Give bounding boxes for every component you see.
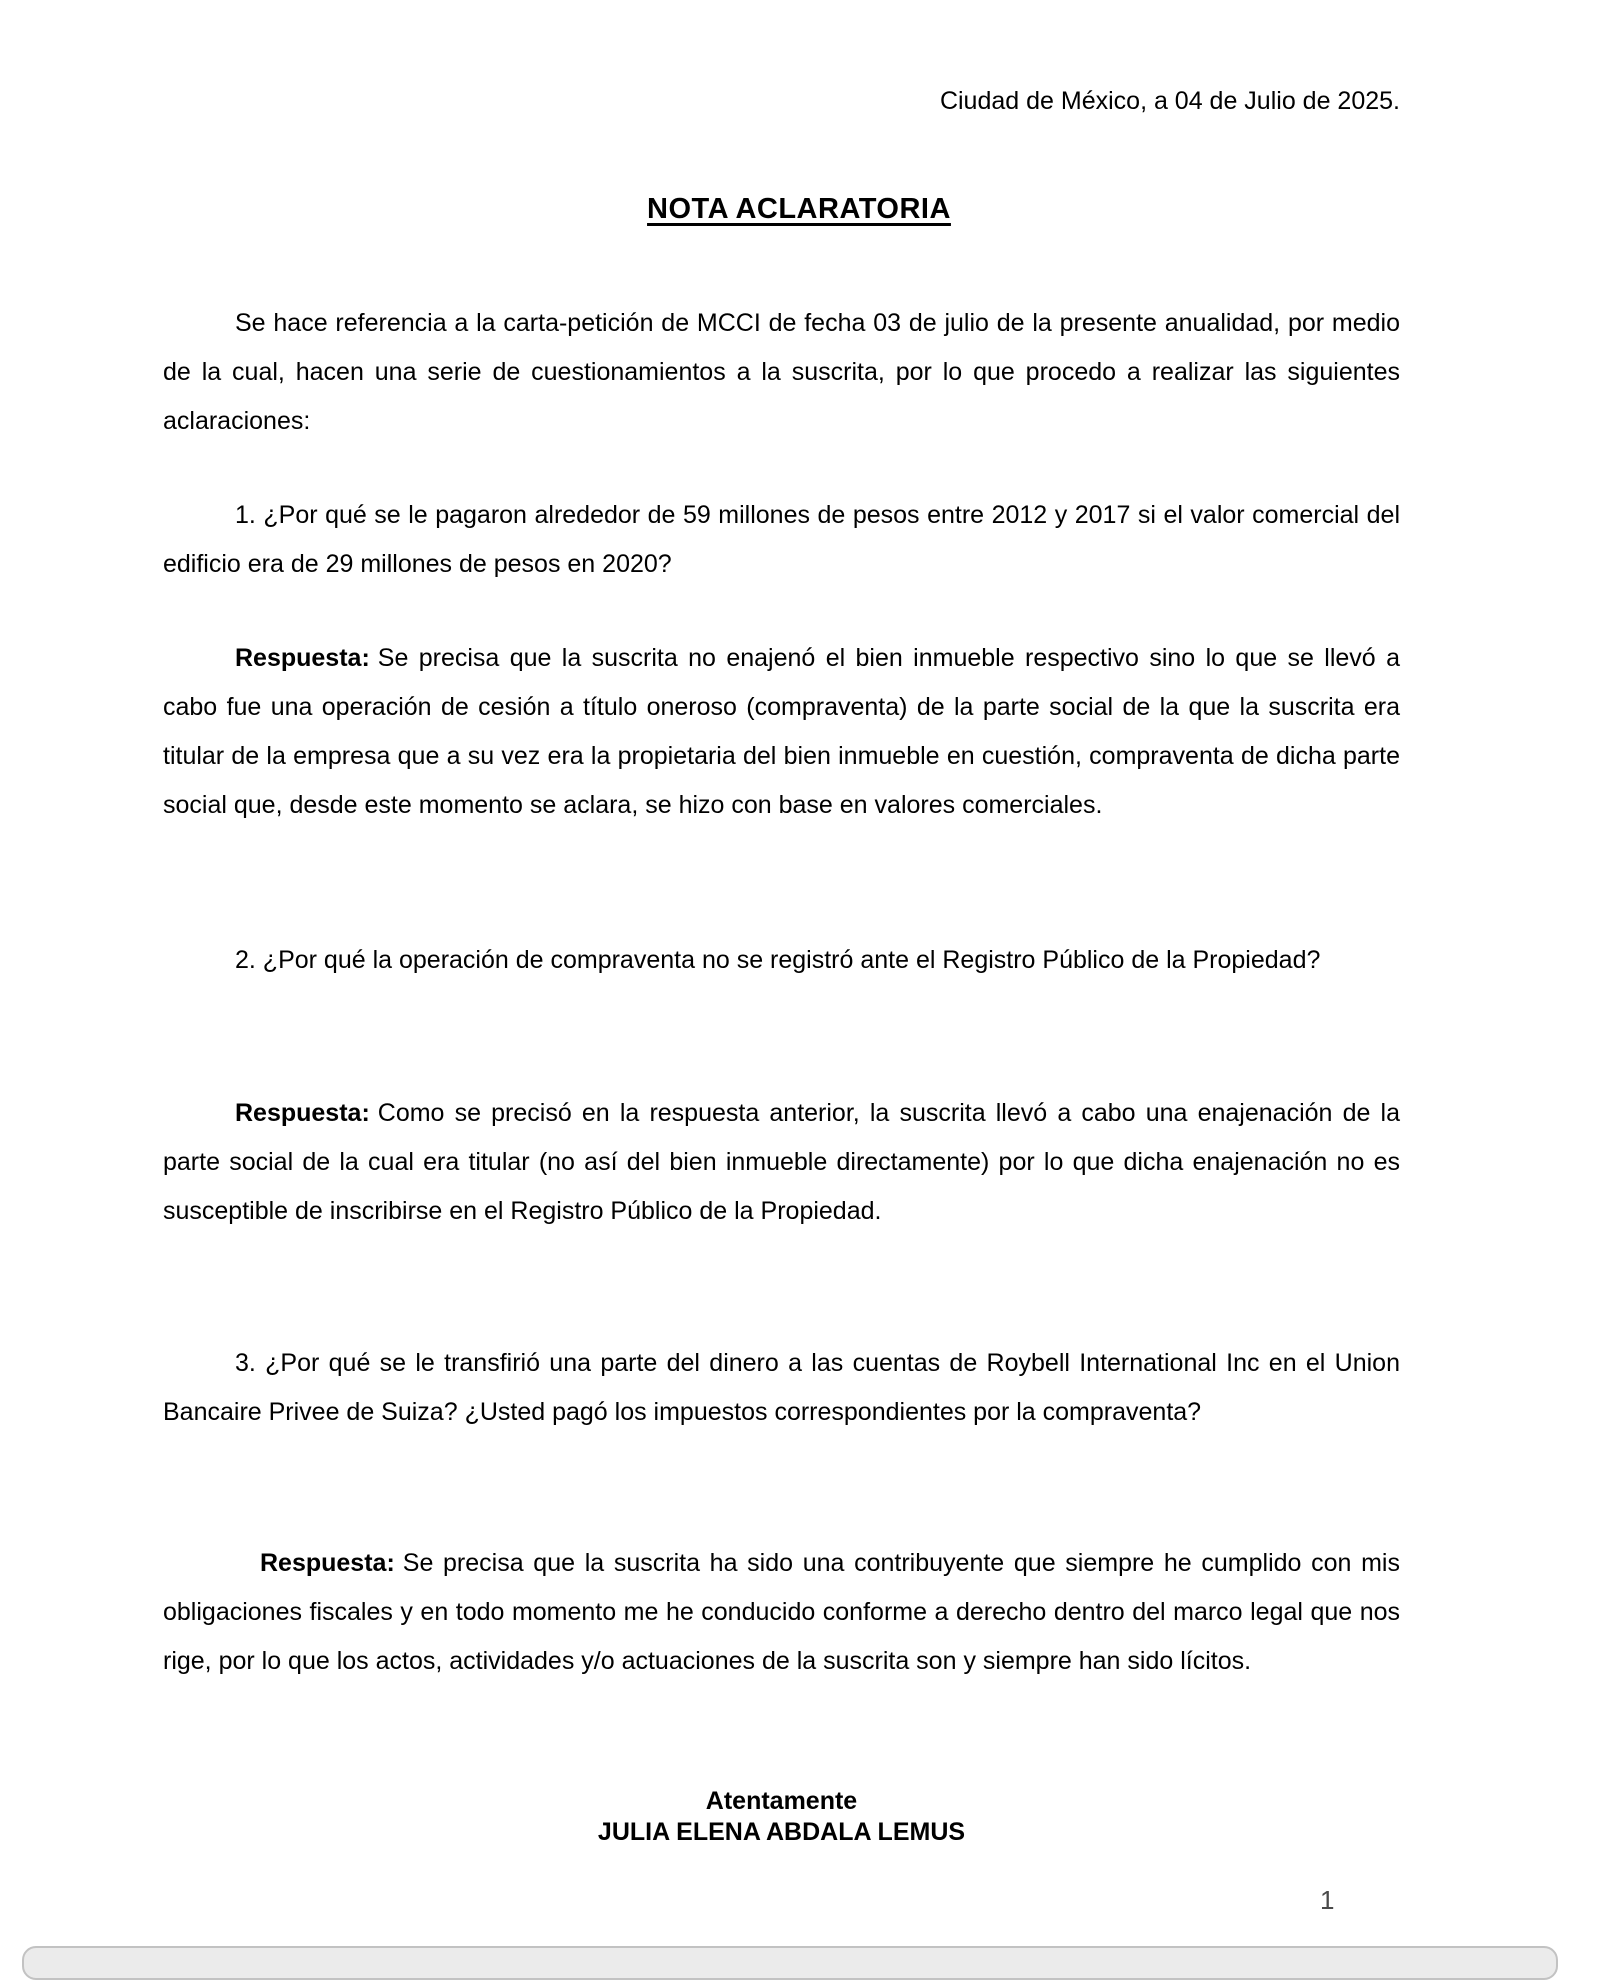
intro-paragraph bbox=[163, 299, 1400, 446]
page-number: 1 bbox=[1320, 1885, 1335, 1915]
intro-text: Se hace referencia a la carta-petición de MCCI de fecha 03 de julio de la presente anualidad, por medio de la cual, hacen una serie de cuestionamientos a la suscrita, por lo que procedo a realizar las siguientes aclaraciones: bbox=[163, 309, 1400, 435]
answer-3-label: Respuesta: bbox=[260, 1549, 395, 1577]
answer-2 bbox=[163, 1089, 1400, 1236]
question-1-text: 1. ¿Por qué se le pagaron alrededor de 59 millones de pesos entre 2012 y 2017 si el valor comercial del edificio era de 29 millones de pesos en 2020? bbox=[163, 501, 1400, 578]
question-1 bbox=[163, 491, 1400, 589]
answer-1 bbox=[163, 634, 1400, 830]
date-line: Ciudad de México, a 04 de Julio de 2025. bbox=[939, 87, 1400, 115]
answer-2-label: Respuesta: bbox=[235, 1099, 370, 1127]
answer-1-label: Respuesta: bbox=[235, 644, 370, 672]
question-3-text: 3. ¿Por qué se le transfirió una parte del dinero a las cuentas de Roybell International Inc en el Union Bancaire Privee de Suiza? ¿Usted pagó los impuestos correspondientes por la compraventa? bbox=[163, 1349, 1400, 1426]
answer-2-text: Como se precisó en la respuesta anterior, la suscrita llevó a cabo una enajenación de la parte social de la cual era titular (no así del bien inmueble directamente) por lo que dicha enajenación no es susceptible de inscribirse en el Registro Público de la Propiedad. bbox=[163, 1099, 1400, 1225]
answer-3 bbox=[163, 1539, 1400, 1686]
document-title: NOTA ACLARATORIA bbox=[647, 193, 951, 225]
question-2-text: 2. ¿Por qué la operación de compraventa no se registró ante el Registro Público de la Propiedad? bbox=[235, 946, 1321, 974]
next-page-edge bbox=[22, 1946, 1558, 1980]
answer-3-text: Se precisa que la suscrita ha sido una contribuyente que siempre he cumplido con mis obligaciones fiscales y en todo momento me he conducido conforme a derecho dentro del marco legal que nos rige, por lo que los actos, actividades y/o actuaciones de la suscrita son y siempre han sido lícitos. bbox=[163, 1549, 1400, 1675]
answer-1-text: Se precisa que la suscrita no enajenó el bien inmueble respectivo sino lo que se llevó a cabo fue una operación de cesión a título oneroso (compraventa) de la parte social de la que la suscrita era titular de la empresa que a su vez era la propietaria del bien inmueble en cuestión, compraventa de dicha parte social que, desde este momento se aclara, se hizo con base en valores comerciales. bbox=[163, 644, 1400, 819]
closing-line: Atentamente bbox=[705, 1787, 858, 1815]
signature-block bbox=[163, 1786, 1400, 1848]
question-2 bbox=[163, 936, 1400, 985]
question-3 bbox=[163, 1339, 1400, 1437]
signature-name: JULIA ELENA ABDALA LEMUS bbox=[597, 1818, 966, 1846]
